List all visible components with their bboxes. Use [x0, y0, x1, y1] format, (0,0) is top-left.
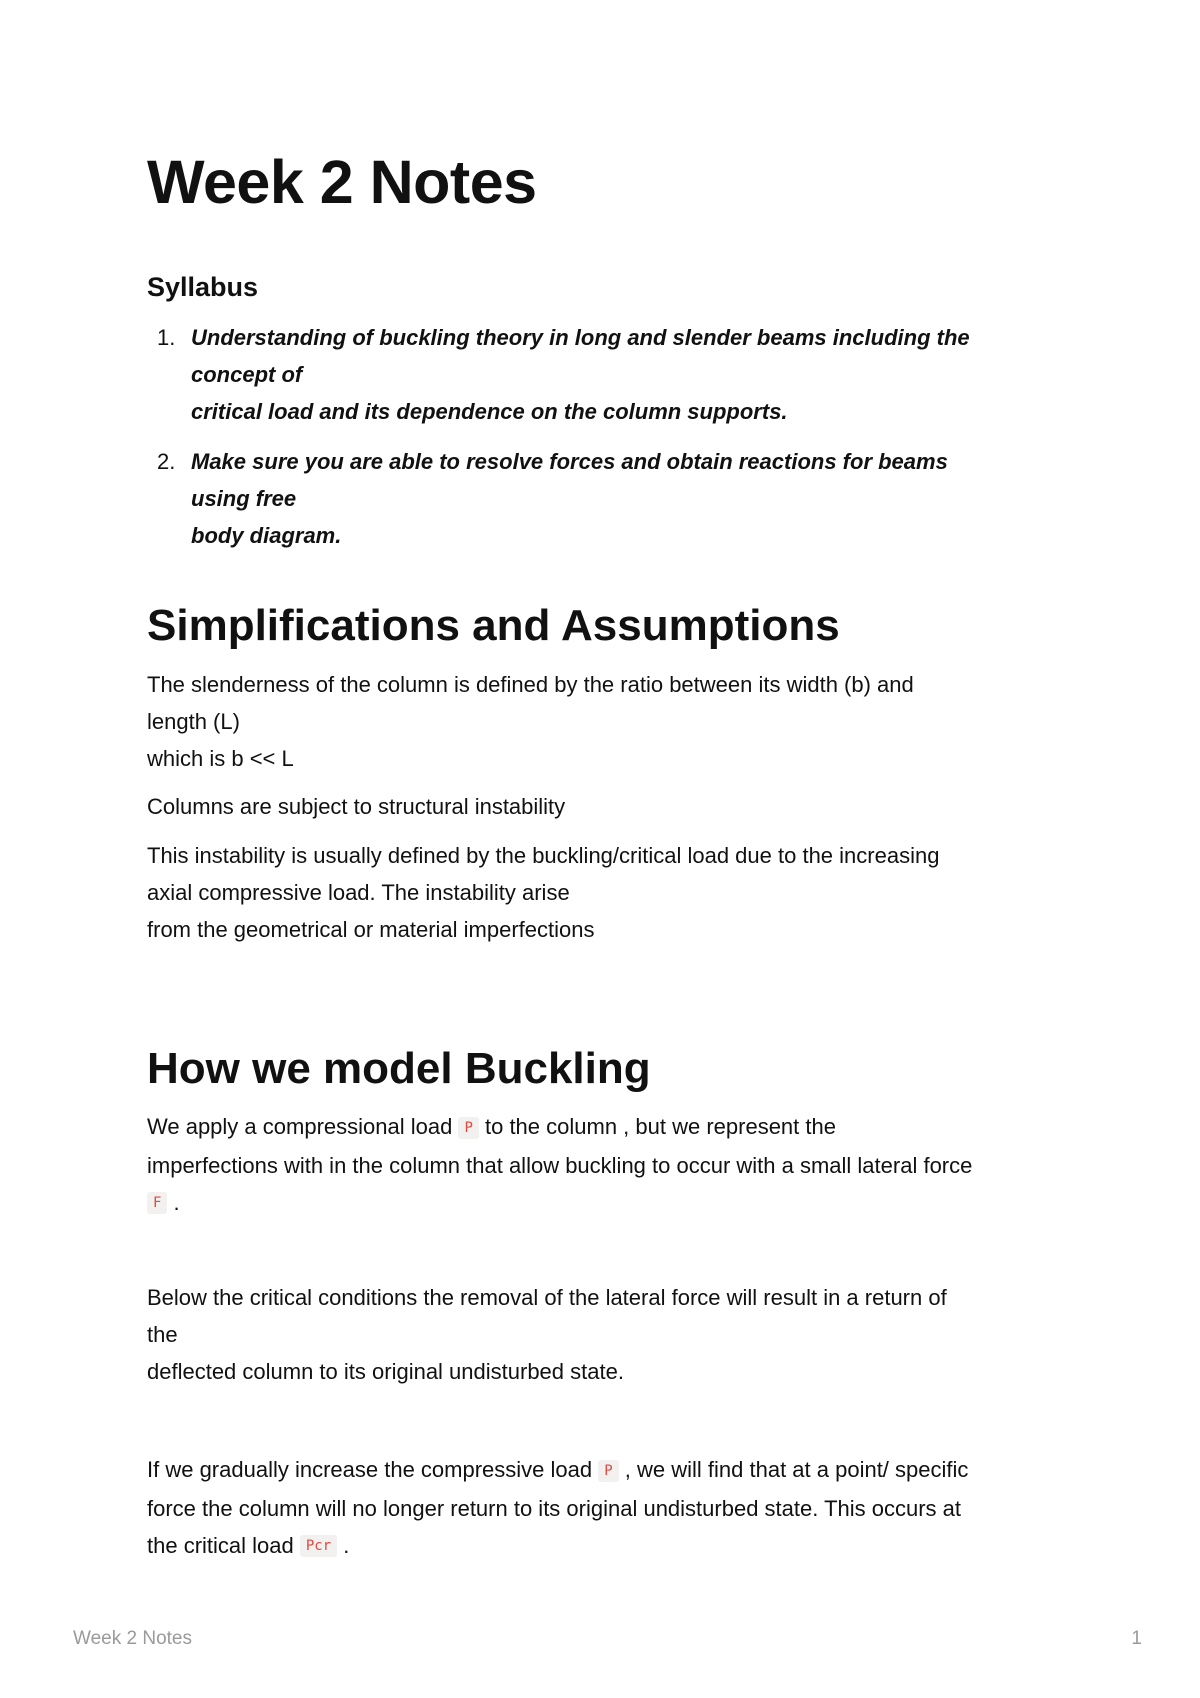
text-line: imperfections with in the column that allow buckling to occur with a small lateral force	[147, 1152, 973, 1178]
text-fragment: If we gradually increase the compressive load	[147, 1457, 599, 1482]
paragraph-below-critical	[147, 1279, 1067, 1390]
text-line: using free	[191, 486, 297, 511]
paragraph-instability-definition	[147, 837, 1067, 948]
syllabus-item-text	[191, 319, 1067, 430]
text-line: the	[147, 1322, 178, 1347]
text-fragment: .	[337, 1532, 350, 1558]
inline-code-pcr: Pcr	[300, 1535, 337, 1557]
syllabus-heading: Syllabus	[147, 272, 259, 302]
syllabus-item-1	[147, 319, 1067, 430]
text-fragment: the critical load	[147, 1532, 300, 1558]
text-line: length (L)	[147, 709, 240, 734]
text-line: critical load and its dependence on the column supports.	[191, 399, 788, 424]
text-line	[147, 1184, 1067, 1223]
section-heading-buckling: How we model Buckling	[147, 1044, 651, 1093]
text-fragment: , we will find that at a point/ specific	[618, 1457, 969, 1482]
text-line: force the column will no longer return to its original undisturbed state. This occurs at	[147, 1495, 961, 1521]
paragraph-slenderness	[147, 666, 1067, 777]
paragraph-instability	[147, 788, 1067, 825]
text-line: concept of	[191, 362, 303, 387]
text-fragment: We apply a compressional load	[147, 1114, 459, 1139]
list-number: 2.	[157, 449, 176, 474]
inline-code-f: F	[147, 1192, 167, 1214]
text-line: Below the critical conditions the removal of the lateral force will result in a return of	[147, 1285, 947, 1310]
text-line: The slenderness of the column is defined by the ratio between its width (b) and	[147, 672, 914, 697]
text-line: body diagram.	[191, 523, 342, 548]
footer-title: Week 2 Notes	[73, 1628, 192, 1649]
text-line: which is b << L	[147, 746, 294, 771]
text-line: axial compressive load. The instability arise	[147, 880, 570, 905]
paragraph-compressional-load	[147, 1108, 1067, 1222]
section-heading-simplifications: Simplifications and Assumptions	[147, 601, 840, 650]
list-number: 1.	[157, 325, 176, 350]
text-line	[147, 1108, 1067, 1147]
text-line: deflected column to its original undisturbed state.	[147, 1359, 624, 1384]
footer-page-number: 1	[1131, 1628, 1142, 1649]
text-line: from the geometrical or material imperfections	[147, 917, 595, 942]
page-title: Week 2 Notes	[147, 148, 537, 216]
text-line	[147, 1451, 1067, 1490]
syllabus-item-2	[147, 443, 1067, 554]
text-fragment: to the column , but we represent the	[478, 1114, 836, 1139]
inline-code-p: P	[598, 1460, 618, 1482]
syllabus-item-text	[191, 443, 1067, 554]
text-line: Understanding of buckling theory in long and slender beams including the	[191, 325, 970, 350]
inline-code-p: P	[458, 1117, 478, 1139]
text-fragment: .	[167, 1189, 180, 1215]
text-line: Columns are subject to structural instability	[147, 794, 566, 819]
text-line	[147, 1527, 1067, 1566]
text-line: Make sure you are able to resolve forces and obtain reactions for beams	[191, 449, 948, 474]
paragraph-critical-load	[147, 1451, 1067, 1565]
text-line: This instability is usually defined by the buckling/critical load due to the increasing	[147, 843, 940, 868]
